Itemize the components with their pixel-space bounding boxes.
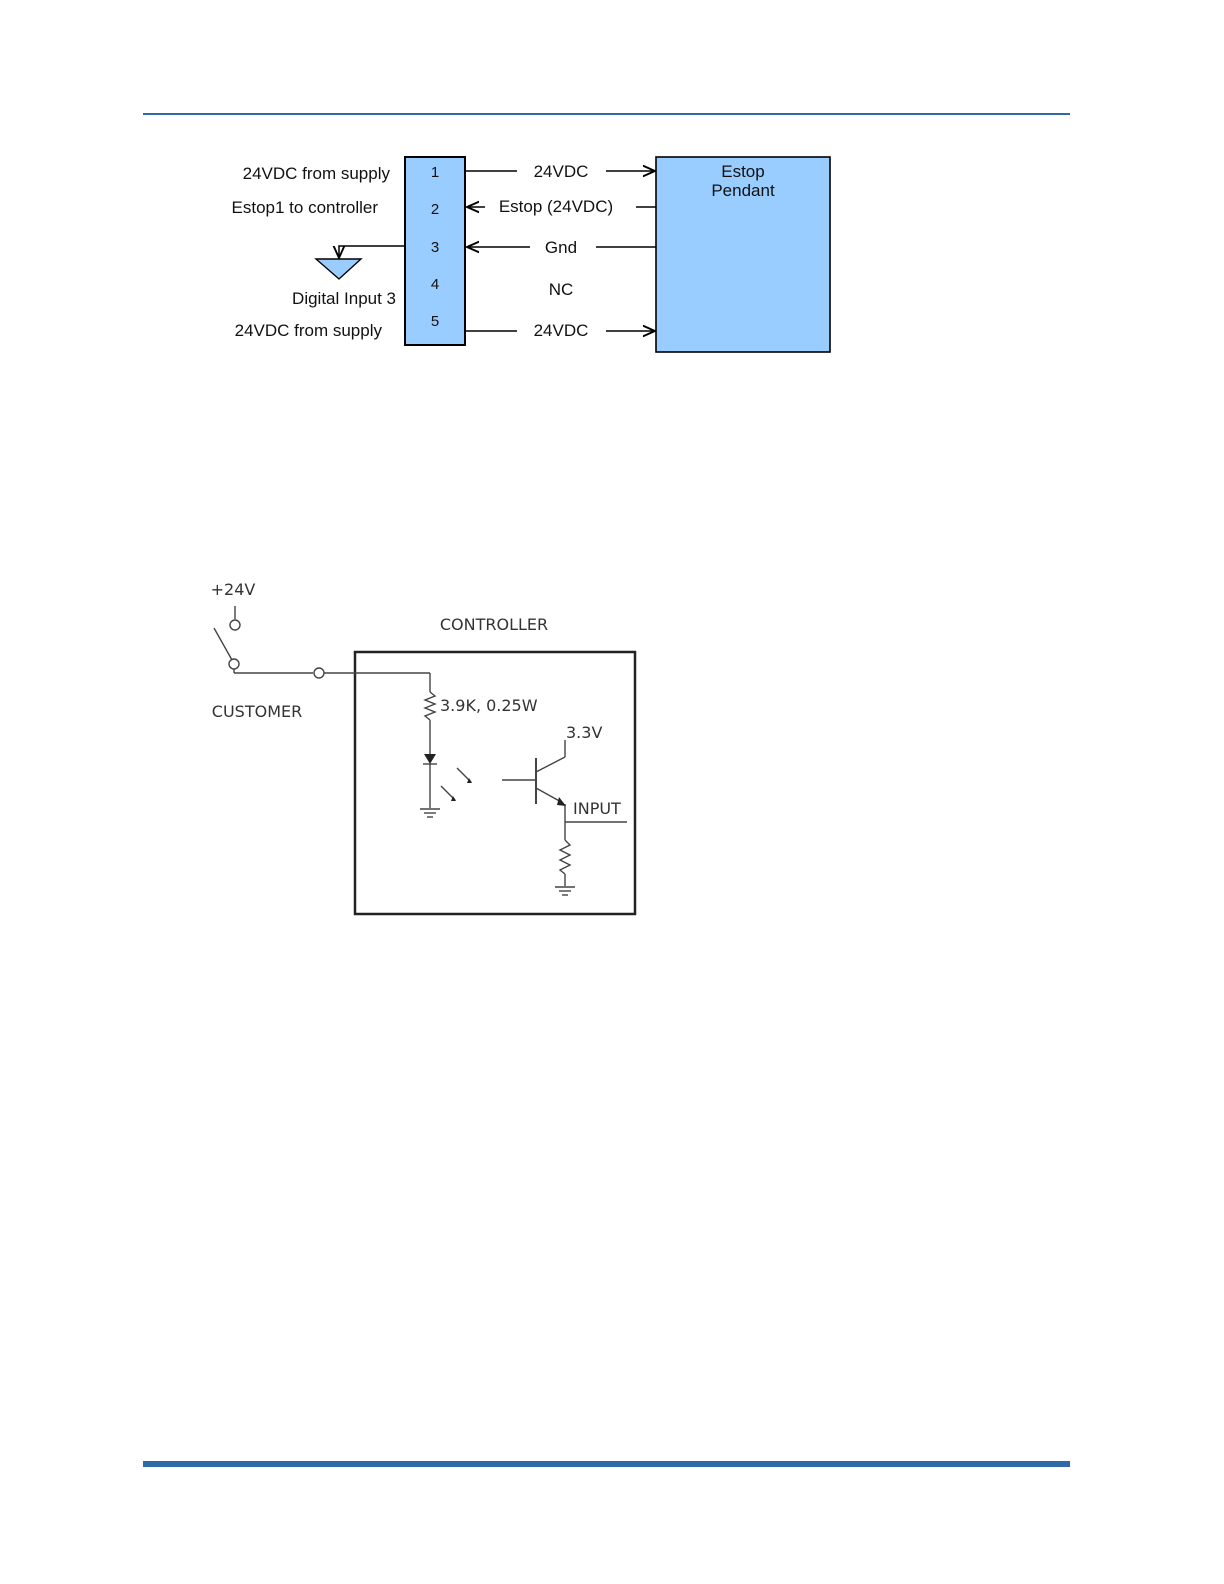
input-label: INPUT bbox=[573, 799, 621, 818]
pendant-title-line1: Estop bbox=[721, 162, 765, 181]
pendant-title-line2: Pendant bbox=[711, 181, 775, 200]
emitter-arrow-icon bbox=[557, 797, 566, 806]
supply-voltage-label: +24V bbox=[210, 580, 256, 599]
led-diode-icon bbox=[424, 754, 436, 764]
estop-wiring-diagram bbox=[232, 157, 830, 352]
ground-icon bbox=[316, 259, 361, 279]
resistor-label: 3.9K, 0.25W bbox=[440, 696, 538, 715]
pin-3-label: 3 bbox=[430, 239, 440, 256]
controller-box bbox=[355, 652, 635, 914]
switch-icon bbox=[214, 628, 232, 660]
pin-5-label: 5 bbox=[430, 313, 440, 330]
pin-4-label: 4 bbox=[430, 276, 440, 293]
pin-2-label: 2 bbox=[430, 201, 440, 218]
pin5-source-label: 24VDC from supply bbox=[234, 321, 382, 340]
circuit-wires bbox=[211, 606, 627, 895]
vcc-label: 3.3V bbox=[566, 723, 603, 742]
pin1-signal-label: 24VDC bbox=[533, 162, 589, 181]
pulldown-resistor-icon bbox=[560, 840, 570, 874]
pin4-destination-label: Digital Input 3 bbox=[292, 289, 396, 308]
pin2-signal-label: Estop (24VDC) bbox=[498, 197, 614, 216]
pin5-signal-label: 24VDC bbox=[533, 321, 589, 340]
customer-label: CUSTOMER bbox=[211, 702, 303, 721]
pin4-signal-label: NC bbox=[548, 280, 574, 299]
pin3-signal-label: Gnd bbox=[544, 238, 578, 257]
pin-1-label: 1 bbox=[430, 164, 440, 181]
pin2-destination-label: Estop1 to controller bbox=[231, 198, 378, 217]
resistor-icon bbox=[425, 692, 435, 720]
pin1-source-label: 24VDC from supply bbox=[242, 164, 390, 183]
controller-label: CONTROLLER bbox=[439, 615, 549, 634]
input-circuit-diagram bbox=[211, 580, 635, 914]
